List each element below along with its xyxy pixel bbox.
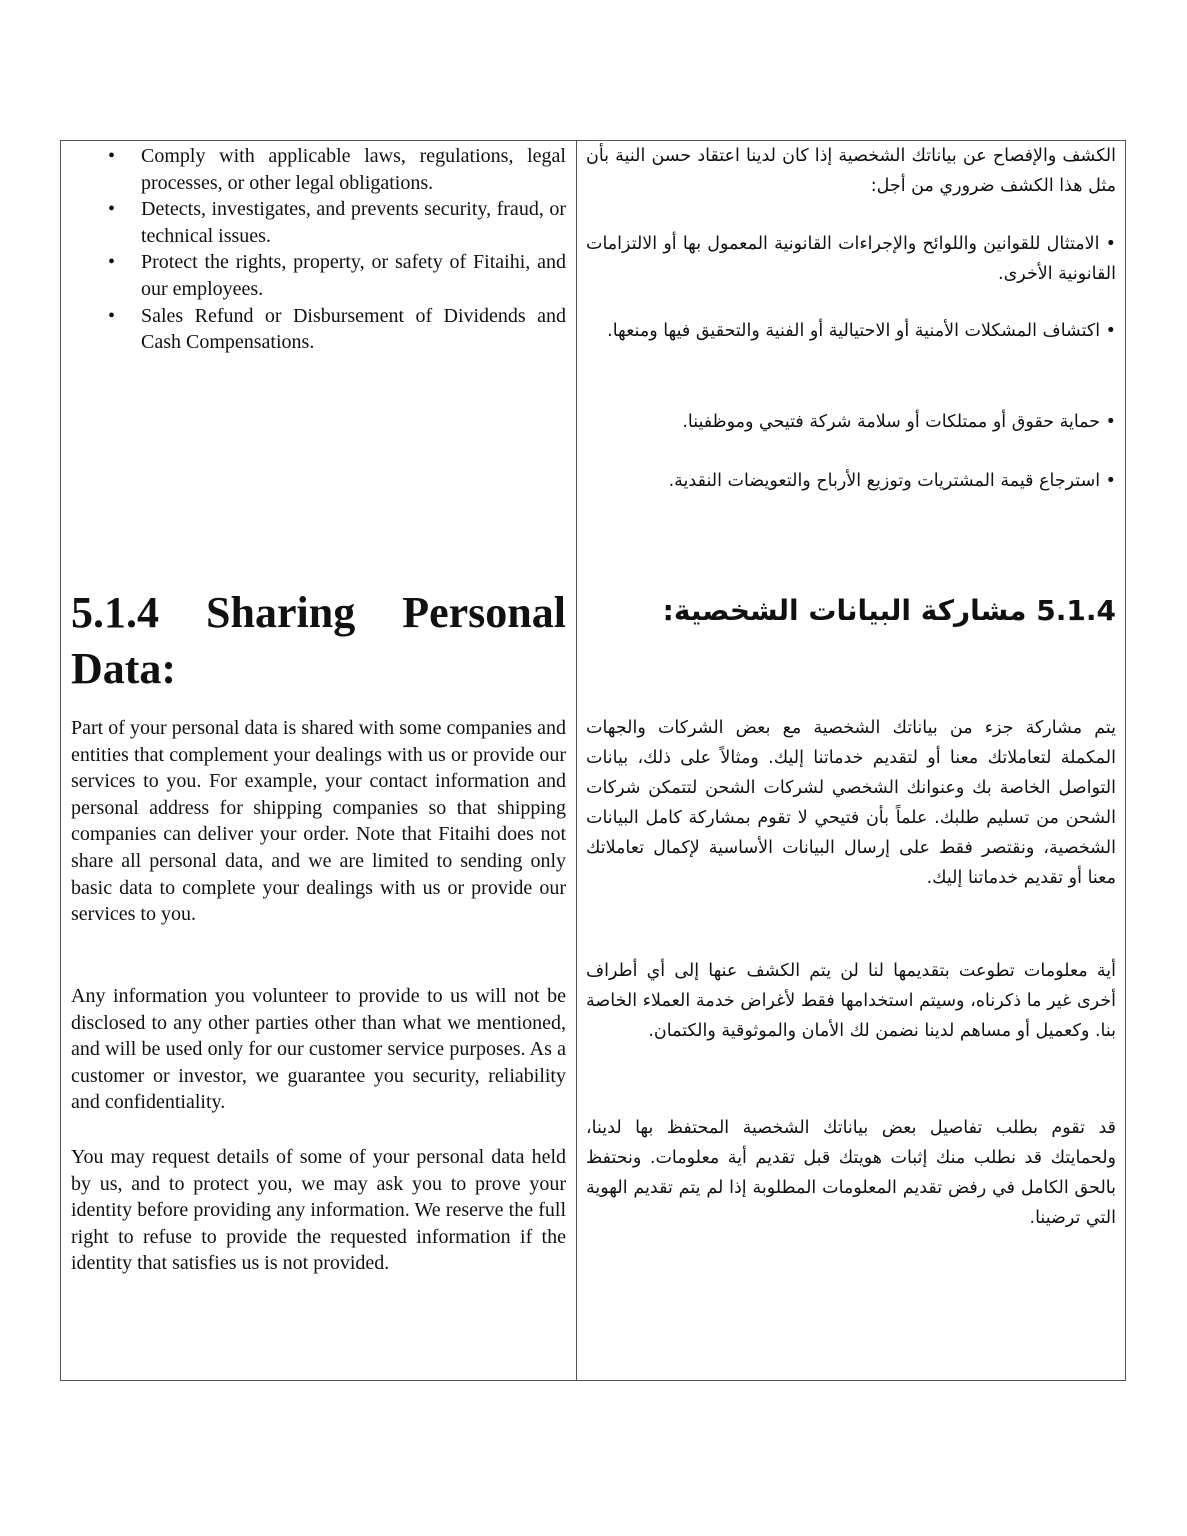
section-heading-arabic: 5.1.4 مشاركة البيانات الشخصية:: [662, 594, 1116, 627]
heading-line-1: [71, 585, 566, 641]
arabic-column: [586, 141, 1116, 1380]
section-heading-english: [71, 585, 566, 697]
english-column: [71, 141, 566, 1380]
arabic-bullet-3: • حماية حقوق أو ممتلكات أو سلامة شركة فتيحي وموظفينا.: [682, 412, 1116, 432]
bullet-text: Sales Refund or Disbursement of Dividends and Cash Compensations.: [141, 304, 566, 354]
paragraph-volunteer-arabic: أية معلومات تطوعت بتقديمها لنا لن يتم الكشف عنها إلى أي أطراف أخرى غير ما ذكرناه، وسيتم استخدامها فقط لأغراض خدمة العملاء الخاصة بنا. وكعميل أو مساهم لدينا نضمن لك الأمان والموثوقية والكتمان.: [586, 961, 1116, 1041]
bilingual-table: [60, 140, 1126, 1381]
bullet-icon: •: [108, 145, 116, 167]
heading-word: Sharing: [206, 588, 356, 637]
list-item: [71, 303, 566, 356]
english-bullet-list: [71, 143, 566, 356]
bullet-icon: •: [108, 304, 116, 327]
list-item: [71, 249, 566, 302]
heading-number: 5.1.4: [71, 588, 159, 637]
column-divider: [576, 141, 577, 1380]
bullet-text: Protect the rights, property, or safety of Fitaihi, and our employees.: [141, 251, 566, 300]
heading-line-2: Data:: [71, 644, 177, 693]
arabic-bullet-4: • استرجاع قيمة المشتريات وتوزيع الأرباح والتعويضات النقدية.: [668, 471, 1116, 491]
bullet-icon: •: [108, 198, 116, 221]
arabic-bullet-1: • الامتثال للقوانين واللوائح والإجراءات القانونية المعمول بها أو الالتزامات القانونية الأخرى.: [586, 234, 1116, 284]
bullet-text: Comply with applicable laws, regulations, legal processes, or other legal obligations.: [141, 145, 566, 194]
paragraph-request-arabic: قد تقوم بطلب تفاصيل بعض بياناتك الشخصية المحتفظ بها لدينا، ولحمايتك قد نطلب منك إثبات هويتك قبل تقديم أية معلومات. ونحتفظ بالحق الكامل في رفض تقديم المعلومات المطلوبة إذا لم يتم تقديم الهوية التي ترضينا.: [586, 1118, 1116, 1228]
heading-word: Personal: [402, 588, 566, 637]
bullet-icon: •: [108, 251, 116, 274]
list-item: [71, 143, 566, 196]
paragraph-request-english: You may request details of some of your personal data held by us, and to protect you, we may ask you to prove your identity before providing any information. We reserve the full right to refuse to provide the requested information if the identity that satisfies us is not provided.: [71, 1146, 566, 1275]
bullet-text: Detects, investigates, and prevents security, fraud, or technical issues.: [141, 198, 566, 247]
arabic-intro: الكشف والإفصاح عن بياناتك الشخصية إذا كان لدينا اعتقاد حسن النية بأن مثل هذا الكشف ضروري من أجل:: [586, 146, 1116, 196]
paragraph-sharing-english: Part of your personal data is shared with some companies and entities that complement your dealings with us or provide our services to you. For example, your contact information and personal address for shipping companies so that shipping companies can deliver your order. Note that Fitaihi does not share all personal data, and we are limited to sending only basic data to complete your dealings with us or provide our services to you.: [71, 717, 566, 926]
arabic-bullet-2: • اكتشاف المشكلات الأمنية أو الاحتيالية أو الفنية والتحقيق فيها ومنعها.: [607, 321, 1116, 341]
paragraph-volunteer-english: Any information you volunteer to provide to us will not be disclosed to any other parties other than what we mentioned, and will be used only for our customer service purposes. As a customer or investor, we guarantee you security, reliability and confidentiality.: [71, 985, 566, 1114]
list-item: [71, 196, 566, 249]
paragraph-sharing-arabic: يتم مشاركة جزء من بياناتك الشخصية مع بعض الشركات والجهات المكملة لتعاملاتك معنا أو لتقديم خدماتنا إليك. ومثالاً على ذلك، بيانات التواصل الخاصة بك وعنوانك الشخصي لشركات الشحن لتتمكن شركات الشحن من تسليم طلبك. علماً بأن فتيحي لا تقوم بمشاركة كامل البيانات الشخصية، ونقتصر فقط على إرسال البيانات الأساسية لإكمال تعاملاتك معنا أو تقديم خدماتنا إليك.: [586, 718, 1116, 888]
